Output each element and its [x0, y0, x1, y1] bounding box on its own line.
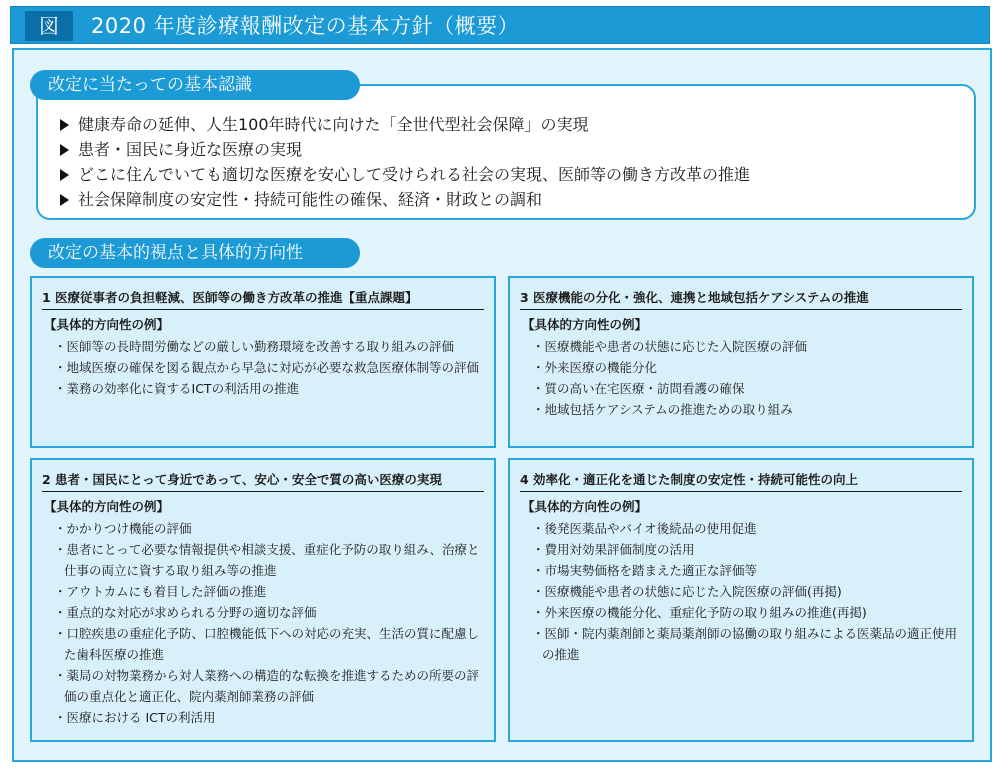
- card-title: 4 効率化・適正化を通じた制度の安定性・持続可能性の向上: [520, 470, 962, 492]
- viewpoint-card-1: [30, 276, 496, 448]
- figure-tag: 図: [25, 11, 73, 41]
- list-item: [60, 112, 750, 137]
- card-list: [54, 518, 484, 728]
- list-item: ・ 医療機能や患者の状態に応じた入院医療の評価: [532, 336, 962, 357]
- recognition-item-text: 社会保障制度の安定性・持続可能性の確保、経済・財政との調和: [78, 190, 543, 209]
- list-item: ・ 質の高い在宅医療・訪問看護の確保: [532, 378, 962, 399]
- viewpoints-heading: 改定の基本的視点と具体的方向性: [30, 238, 360, 268]
- title-bar: [10, 6, 990, 44]
- list-item: ・ 外来医療の機能分化: [532, 357, 962, 378]
- recognition-heading: 改定に当たっての基本認識: [30, 70, 360, 100]
- list-item: ・ 費用対効果評価制度の活用: [532, 539, 962, 560]
- list-item: ・ 口腔疾患の重症化予防、口腔機能低下への対応の充実、生活の質に配慮した歯科医療の推進: [54, 623, 484, 665]
- list-item: ・ 医療における ICTの利活用: [54, 707, 484, 728]
- card-subheading: 【具体的方向性の例】: [44, 499, 170, 514]
- card-title: 3 医療機能の分化・強化、連携と地域包括ケアシステムの推進: [520, 288, 962, 310]
- recognition-box: [36, 84, 976, 220]
- list-item: ・ 重点的な対応が求められる分野の適切な評価: [54, 602, 484, 623]
- list-item: ・ 薬局の対物業務から対人業務への構造的な転換を推進するための所要の評価の重点化と適正化、院内薬剤師業務の評価: [54, 665, 484, 707]
- recognition-item-text: 健康寿命の延伸、人生100年時代に向けた「全世代型社会保障」の実現: [78, 115, 589, 134]
- card-subheading: 【具体的方向性の例】: [44, 317, 170, 332]
- page-title: 2020 年度診療報酬改定の基本方針（概要）: [91, 14, 520, 38]
- card-list: [532, 336, 962, 420]
- list-item: ・ 患者にとって必要な情報提供や相談支援、重症化予防の取り組み、治療と仕事の両立に資する取り組み等の推進: [54, 539, 484, 581]
- list-item: ・ アウトカムにも着目した評価の推進: [54, 581, 484, 602]
- card-list: [532, 518, 962, 665]
- list-item: ・ 医師・院内薬剤師と薬局薬剤師の協働の取り組みによる医薬品の適正使用の推進: [532, 623, 962, 665]
- recognition-list: [60, 112, 750, 212]
- list-item: ・ 地域医療の確保を図る観点から早急に対応が必要な救急医療体制等の評価: [54, 357, 484, 378]
- triangle-bullet-icon: [60, 169, 69, 181]
- recognition-item-text: 患者・国民に身近な医療の実現: [78, 140, 303, 159]
- triangle-bullet-icon: [60, 194, 69, 206]
- list-item: ・ 業務の効率化に資するICTの利活用の推進: [54, 378, 484, 399]
- triangle-bullet-icon: [60, 144, 69, 156]
- list-item: ・ 医療機能や患者の状態に応じた入院医療の評価(再掲): [532, 581, 962, 602]
- triangle-bullet-icon: [60, 119, 69, 131]
- list-item: ・ 地域包括ケアシステムの推進ための取り組み: [532, 399, 962, 420]
- list-item: ・ 後発医薬品やバイオ後続品の使用促進: [532, 518, 962, 539]
- list-item: ・ 医師等の長時間労働などの厳しい勤務環境を改善する取り組みの評価: [54, 336, 484, 357]
- viewpoint-card-3: [508, 276, 974, 448]
- list-item: [60, 187, 750, 212]
- card-subheading: 【具体的方向性の例】: [522, 317, 648, 332]
- list-item: ・ 外来医療の機能分化、重症化予防の取り組みの推進(再掲): [532, 602, 962, 623]
- card-title: 2 患者・国民にとって身近であって、安心・安全で質の高い医療の実現: [42, 470, 484, 492]
- recognition-item-text: どこに住んでいても適切な医療を安心して受けられる社会の実現、医師等の働き方改革の推進: [78, 165, 751, 184]
- list-item: ・ かかりつけ機能の評価: [54, 518, 484, 539]
- card-title: 1 医療従事者の負担軽減、医師等の働き方改革の推進【重点課題】: [42, 288, 484, 310]
- card-subheading: 【具体的方向性の例】: [522, 499, 648, 514]
- list-item: ・ 市場実勢価格を踏まえた適正な評価等: [532, 560, 962, 581]
- card-list: [54, 336, 484, 399]
- viewpoint-card-4: [508, 458, 974, 742]
- viewpoint-card-2: [30, 458, 496, 742]
- list-item: [60, 162, 750, 187]
- list-item: [60, 137, 750, 162]
